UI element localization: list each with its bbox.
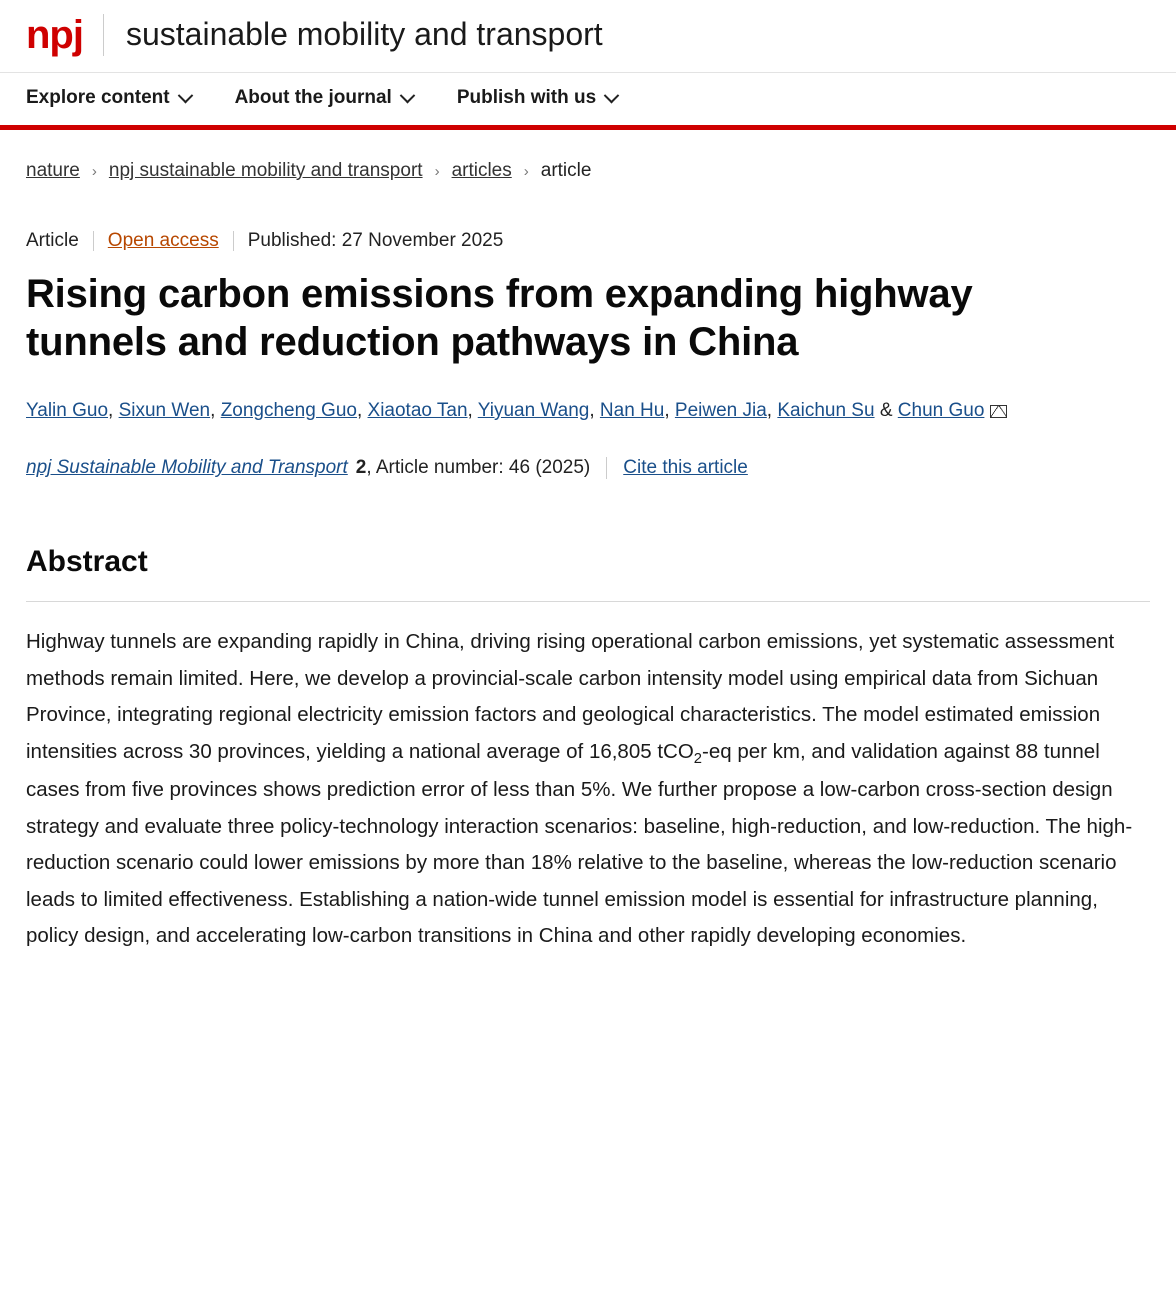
- author-separator: ,: [108, 400, 119, 421]
- nav-item-label: Publish with us: [456, 87, 597, 108]
- article-meta-line: [26, 230, 1150, 252]
- author-separator: ,: [210, 400, 221, 421]
- open-access-link[interactable]: Open access: [107, 230, 219, 251]
- author-list: [26, 394, 1150, 427]
- breadcrumb-item-article: article: [540, 160, 592, 181]
- article-number: , Article number: 46 (2025): [366, 457, 591, 479]
- article-type-label: Article: [26, 230, 79, 251]
- nav-item-about-the-journal[interactable]: [235, 87, 413, 109]
- author-link-9[interactable]: Chun Guo: [897, 400, 985, 421]
- author-separator: ,: [664, 400, 675, 421]
- published-date: Published: 27 November 2025: [247, 230, 504, 251]
- meta-divider: [233, 231, 234, 251]
- author-ampersand: &: [874, 400, 898, 421]
- author-separator: ,: [766, 400, 778, 421]
- breadcrumb-separator: ›: [91, 162, 97, 180]
- breadcrumb-item-journal[interactable]: npj sustainable mobility and transport: [108, 160, 423, 181]
- author-link-5[interactable]: Yiyuan Wang: [477, 400, 590, 421]
- abstract-subscript: 2: [693, 750, 703, 767]
- envelope-icon[interactable]: [990, 405, 1007, 418]
- abstract-heading: Abstract: [26, 545, 148, 579]
- author-link-6[interactable]: Nan Hu: [599, 400, 665, 421]
- author-separator: ,: [467, 400, 478, 421]
- site-masthead: [0, 0, 1176, 73]
- nav-item-publish-with-us[interactable]: [457, 87, 617, 109]
- breadcrumb: [26, 160, 1150, 182]
- nav-item-label: About the journal: [234, 87, 392, 108]
- author-link-3[interactable]: Zongcheng Guo: [220, 400, 357, 421]
- meta-divider: [93, 231, 94, 251]
- author-link-8[interactable]: Kaichun Su: [777, 400, 875, 421]
- nav-item-label: Explore content: [26, 87, 170, 108]
- breadcrumb-separator: ›: [434, 162, 440, 180]
- logo-divider: [103, 14, 104, 56]
- author-link-1[interactable]: Yalin Guo: [26, 400, 109, 421]
- nav-item-explore-content[interactable]: [26, 87, 191, 109]
- citation-divider: [606, 457, 607, 479]
- cite-this-article-link[interactable]: Cite this article: [623, 457, 748, 479]
- chevron-down-icon: [400, 87, 416, 103]
- breadcrumb-item-nature[interactable]: nature: [26, 160, 80, 181]
- breadcrumb-item-articles[interactable]: articles: [451, 160, 512, 181]
- abstract-text: [26, 624, 1150, 954]
- author-link-7[interactable]: Peiwen Jia: [674, 400, 767, 421]
- volume-number: 2: [355, 457, 367, 479]
- abstract-text-part-2: -eq per km, and validation against 88 tunnel cases from five provinces shows prediction error of less than 5%. We further propose a low-carbon cross-section design strategy and evaluate three policy-technology interaction scenarios: baseline, high-reduction, and low-reduction. The high-reduction scenario could lower emissions by more than 18% relative to the baseline, whereas the low-reduction scenario leads to limited effectiveness. Establishing a nation-wide tunnel emission model is essential for infrastructure planning, policy design, and accelerating low-carbon transitions in China and other rapidly developing economies.: [26, 739, 1133, 948]
- abstract-text-part-1: Highway tunnels are expanding rapidly in China, driving rising operational carbon emissions, yet systematic assessment methods remain limited. Here, we develop a provincial-scale carbon intensity model using empirical data from Sichuan Province, integrating regional electricity emission factors and geological characteristics. The model estimated emission intensities across 30 provinces, yielding a national average of 16,805 tCO: [26, 630, 1115, 763]
- main-navigation: [0, 73, 1176, 130]
- page-title: Rising carbon emissions from expanding highway tunnels and reduction pathways in China: [26, 272, 973, 364]
- journal-link[interactable]: npj Sustainable Mobility and Transport: [26, 457, 348, 479]
- breadcrumb-separator: ›: [523, 162, 529, 180]
- chevron-down-icon: [177, 87, 193, 103]
- author-link-2[interactable]: Sixun Wen: [118, 400, 211, 421]
- journal-title: sustainable mobility and transport: [125, 16, 603, 53]
- citation-line: [26, 457, 1150, 479]
- author-separator: ,: [356, 400, 368, 421]
- chevron-down-icon: [604, 87, 620, 103]
- author-separator: ,: [589, 400, 600, 421]
- npj-logo[interactable]: npj: [26, 13, 83, 57]
- author-link-4[interactable]: Xiaotao Tan: [367, 400, 468, 421]
- article-page: [0, 160, 1176, 955]
- abstract-divider: [26, 601, 1150, 602]
